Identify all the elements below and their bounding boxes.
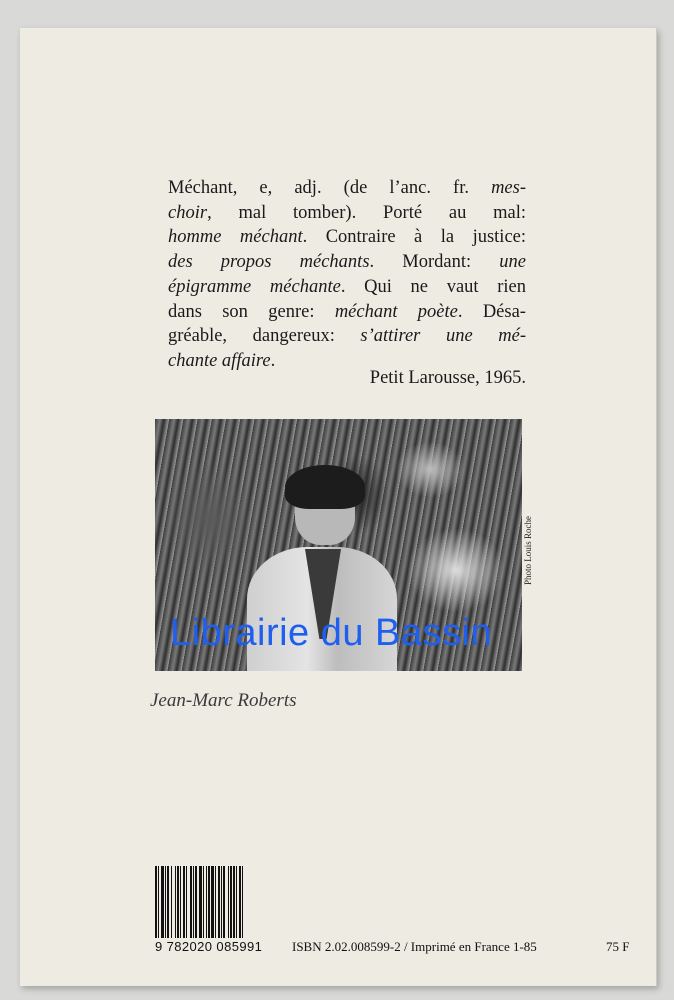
definition-italic: choir — [168, 202, 208, 223]
definition-line — [168, 250, 526, 275]
barcode-icon — [155, 866, 287, 938]
barcode-bar — [242, 866, 243, 938]
definition-line — [168, 201, 526, 226]
definition-italic: homme méchant — [168, 227, 303, 248]
definition-text: . Mordant: — [369, 252, 500, 273]
definition-line — [168, 176, 526, 201]
definition-text: Méchant, e, adj. (de l’anc. fr. — [168, 178, 492, 198]
definition-italic: une — [499, 252, 526, 273]
definition-text: . Désa- — [457, 301, 526, 322]
definition-italic: des propos méchants — [168, 252, 370, 273]
author-name: Jean-Marc Roberts — [150, 690, 297, 711]
isbn-line: ISBN 2.02.008599-2 / Imprimé en France 1-85 — [292, 939, 537, 954]
definition-italic: chante affaire — [168, 350, 271, 371]
barcode-digits: 9 782020 085991 — [155, 939, 263, 954]
price-label: 75 F — [606, 939, 630, 954]
definition-text: dans son genre: — [168, 301, 335, 322]
definition-text: . — [270, 350, 276, 371]
quote-source: Petit Larousse, 1965. — [369, 368, 526, 388]
definition-line — [168, 225, 526, 250]
definition-line — [168, 300, 526, 325]
dictionary-definition — [168, 176, 526, 374]
definition-italic: épigramme méchante — [168, 276, 341, 297]
definition-italic: s’attirer une mé- — [360, 326, 526, 347]
photo-figure-hair — [285, 465, 365, 509]
definition-text: , mal tomber). Porté au mal: — [207, 202, 526, 223]
definition-text: . Contraire à la justice: — [302, 227, 527, 248]
definition-line — [168, 324, 526, 349]
photo-credit: Photo Louis Roche — [523, 516, 533, 585]
definition-italic: mes- — [491, 178, 526, 198]
watermark-text: Librairie du Bassin — [170, 612, 493, 654]
definition-italic: méchant poète — [334, 301, 458, 322]
definition-line — [168, 275, 526, 300]
definition-text: gréable, dangereux: — [168, 326, 361, 347]
definition-text: . Qui ne vaut rien — [340, 276, 526, 297]
